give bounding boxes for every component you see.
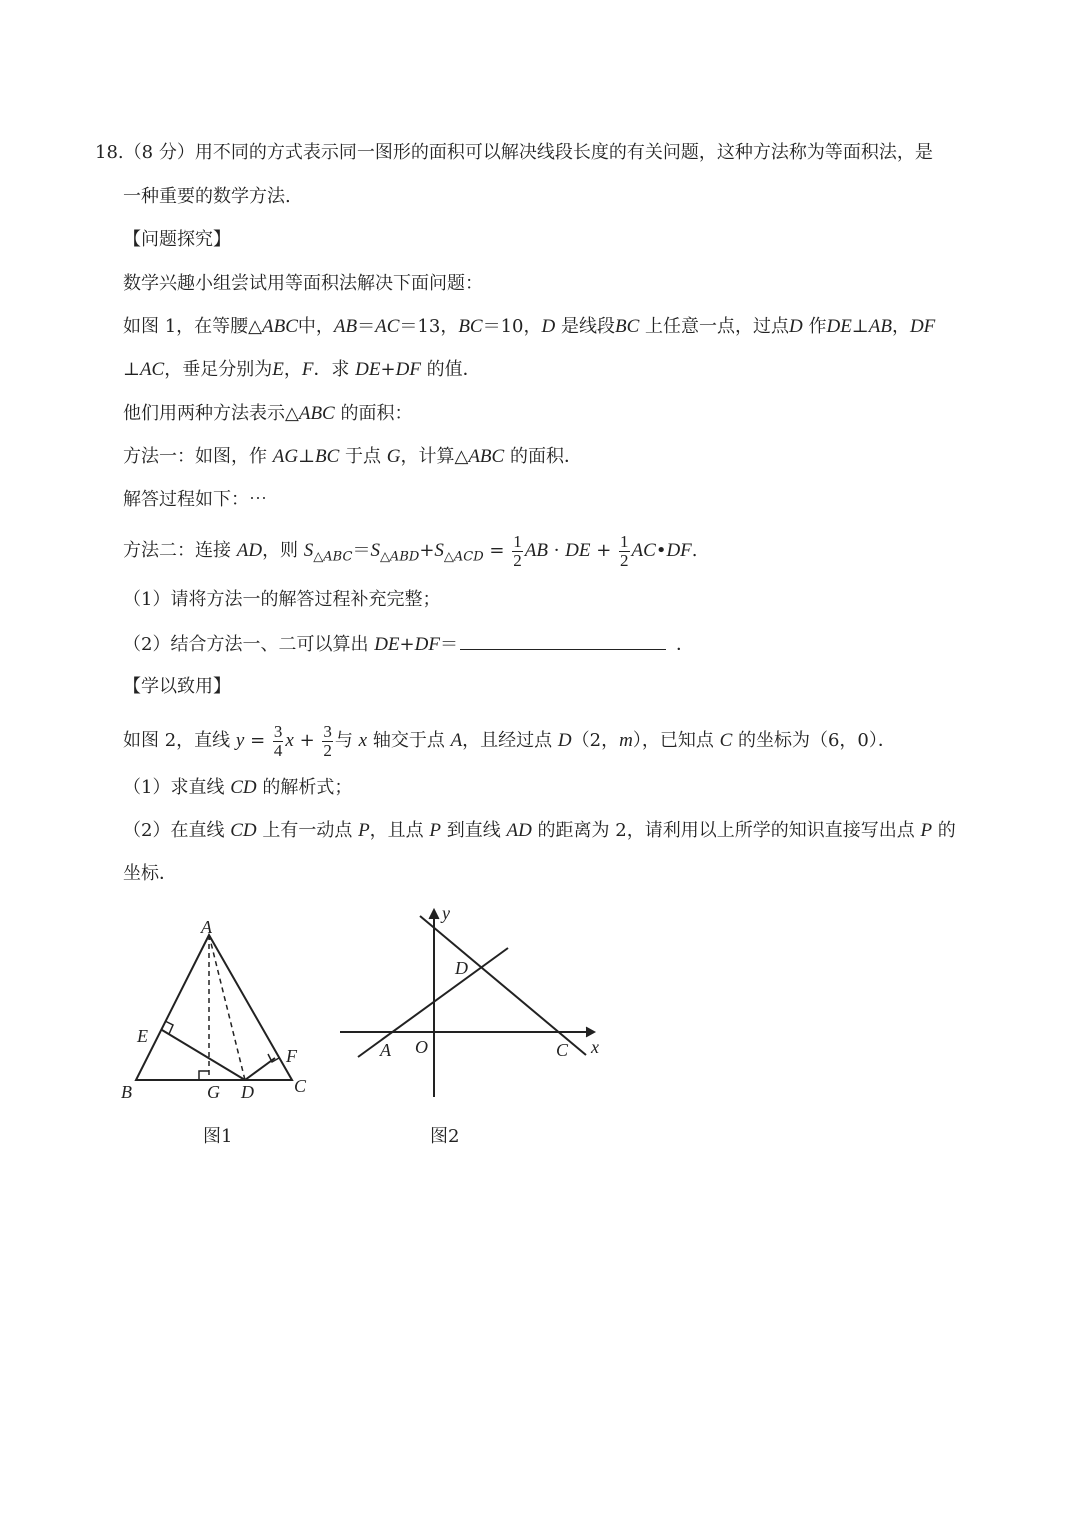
fig2-caption: 图2: [430, 1126, 460, 1147]
fig1-caption: 图1: [203, 1126, 233, 1147]
segment-de: [162, 1030, 245, 1080]
fig1-label-c: C: [294, 1076, 307, 1096]
fig2-label-o: O: [415, 1037, 428, 1057]
question-1: （1）请将方法一的解答过程补充完整；: [123, 589, 441, 610]
line-cd: [420, 916, 586, 1055]
problem-number: 18.: [95, 142, 124, 163]
answer-blank[interactable]: [460, 631, 666, 650]
fig1-label-b: B: [121, 1082, 132, 1102]
section-title-explore: 【问题探究】: [123, 229, 231, 250]
apply-question-1: （1）求直线 CD 的解析式；: [123, 777, 353, 798]
problem-score: （8 分）: [123, 142, 195, 163]
fig1-label-e: E: [137, 1026, 148, 1046]
fig1-label-f: F: [286, 1046, 297, 1066]
fig2-label-y: y: [442, 903, 450, 923]
explore-line-two-ways: 他们用两种方法表示△ABC 的面积：: [123, 403, 413, 424]
apply-question-2-cont: 坐标．: [123, 863, 177, 884]
section-title-apply: 【学以致用】: [123, 676, 231, 697]
problem-intro-2: 一种重要的数学方法.: [123, 186, 291, 207]
line-ad: [358, 948, 508, 1057]
question-2: （2）结合方法一、二可以算出 DE+DF＝ ．: [123, 631, 694, 657]
right-angle-f: [268, 1054, 279, 1062]
fig2-label-a: A: [380, 1040, 391, 1060]
solution-line: 解答过程如下：⋯: [123, 489, 267, 510]
method-one: 方法一：如图，作 AG⊥BC 于点 G，计算△ABC 的面积．: [123, 446, 582, 467]
segment-ad: [209, 935, 245, 1080]
fig1-label-d: D: [241, 1082, 254, 1102]
problem-intro-1: 用不同的方式表示同一图形的面积可以解决线段长度的有关问题，这种方法称为等面积法，是: [194, 142, 933, 163]
fraction-half-2: $\frac{1}{2}$: [620, 531, 629, 570]
fig1-label-a: A: [201, 917, 212, 937]
figure-1: [136, 935, 292, 1080]
fig1-label-g: G: [207, 1082, 220, 1102]
apply-line-1: 如图 2，直线 y = $\frac{3}{4}$ x + $\frac{3}{2}$ 与 x 轴交于点 A，且经过点 D（2，m），已知点 C 的坐标为（6，0）．: [123, 721, 896, 760]
figure-2: [340, 909, 595, 1097]
right-angle-g: [199, 1071, 209, 1080]
segment-df: [245, 1058, 275, 1080]
x-axis-arrow: [586, 1027, 595, 1037]
explore-line-1: 数学兴趣小组尝试用等面积法解决下面问题：: [123, 273, 483, 294]
fig2-label-x: x: [591, 1037, 599, 1057]
fraction-half-1: $\frac{1}{2}$: [513, 531, 522, 570]
apply-question-2: （2）在直线 CD 上有一动点 P，且点 P 到直线 AD 的距离为 2，请利用以上所学的知识直接写出点 P 的: [123, 820, 956, 841]
fig2-label-d: D: [455, 958, 468, 978]
method-two: 方法二：连接 AD，则 $S_{\triangle ABC}=S_{\triangle ABD}+S_{\triangle ACD}$ = $\frac{1}{2}$ AB · DE + $\frac{1}{2}$ AC•DF.: [123, 531, 698, 570]
right-angle-e: [165, 1021, 173, 1034]
fraction-three-halves: $\frac{3}{2}$: [323, 721, 332, 760]
triangle-abc: [136, 935, 292, 1080]
y-axis-arrow: [429, 909, 439, 919]
fig2-label-c: C: [556, 1040, 569, 1060]
fraction-three-quarters: $\frac{3}{4}$: [273, 721, 283, 760]
problem-line-1: [95, 141, 933, 165]
explore-line-perp: ⊥AC，垂足分别为E，F．求 DE+DF 的值．: [123, 359, 481, 380]
explore-line-fig1: 如图 1，在等腰△ABC中，AB＝AC＝13，BC＝10，D 是线段BC 上任意一点，过点D 作DE⊥AB，DF: [123, 316, 936, 337]
problem-line-2: [123, 185, 291, 209]
